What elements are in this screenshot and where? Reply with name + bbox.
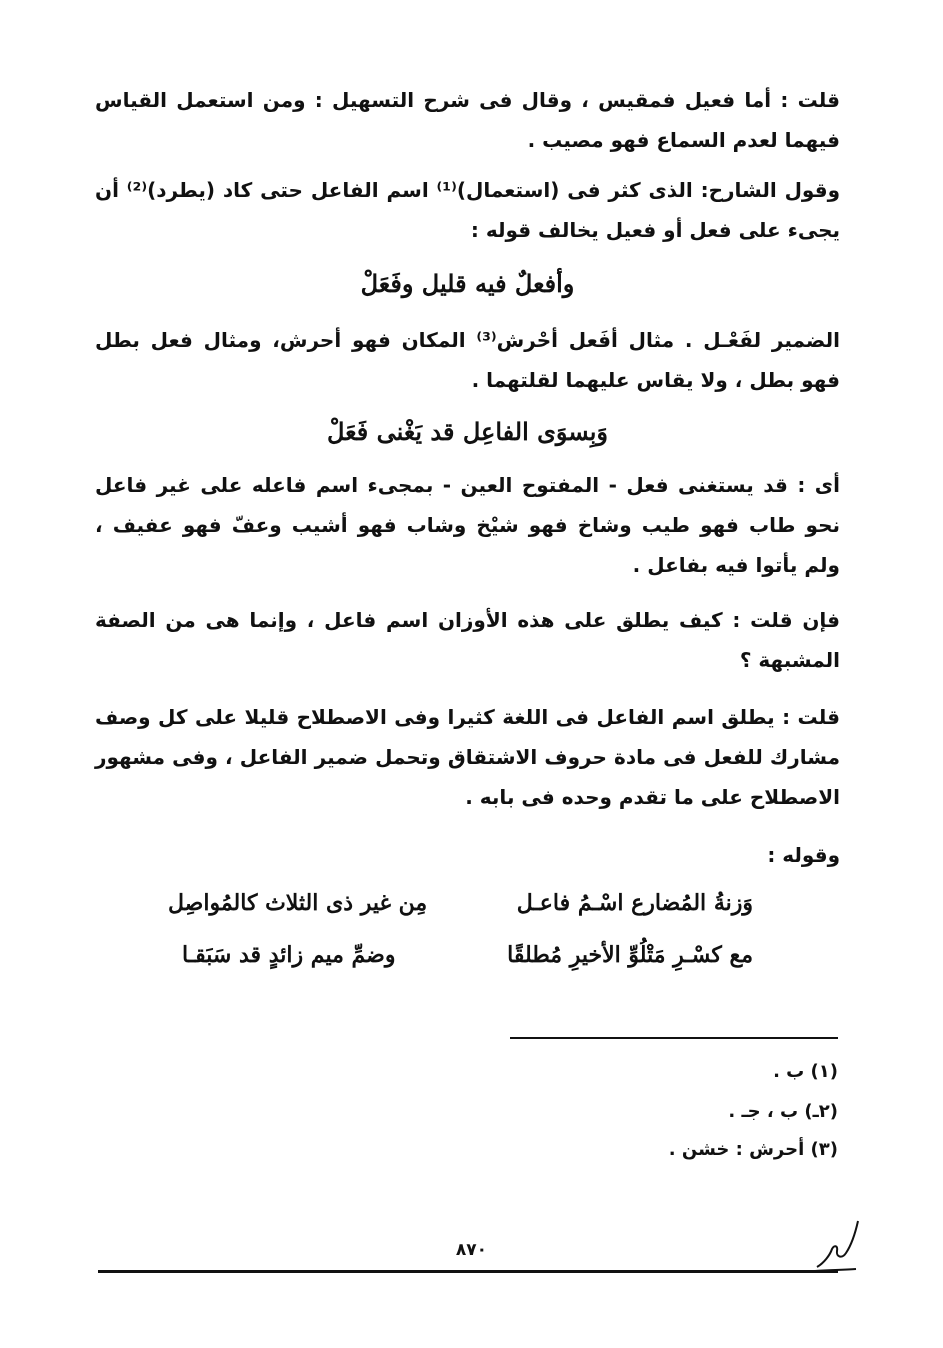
paragraph-5: فإن قلت : كيف يطلق على هذه الأوزان اسم فاعل ، وإنما هى من الصفة المشبهة ؟ [95, 608, 840, 672]
poem-hemistich-2-left: وضمِّ ميم زائدٍ قد سَبَقـا [182, 942, 396, 968]
poem-hemistich-1-left: مِن غير ذى الثلاث كالمُواصِل [168, 890, 428, 916]
bottom-rule [98, 1270, 838, 1273]
paragraph-7: وقوله : [767, 843, 840, 867]
poem-hemistich-1-right: وَزنةُ المُضارع اسْـمُ فاعـل [516, 890, 753, 916]
paragraph-4: أى : قد يستغنى فعل - المفتوح العين - بمجىء اسم فاعله على غير فاعل نحو طاب فهو طيب وشاخ فهو شيْخ وشاب فهو أشيب وعفّ فهو عفيف ، ولم يأتوا فيه بفاعل . [95, 473, 840, 577]
footnote-1: (١) ب . [773, 1061, 838, 1082]
page-number: ٨٧٠ [455, 1240, 488, 1260]
footnote-2: (٢ـ) ب ، جـ . [728, 1101, 838, 1122]
verse-line-2: وَبِسوَى الفاعِل قد يَغْنى فَعَلْ [326, 417, 608, 446]
verse-line-1: وأفعلٌ فيه قليل وفَعَلْ [360, 269, 575, 298]
paragraph-6: قلت : يطلق اسم الفاعل فى اللغة كثيرا وفى الاصطلاح قليلا على كل وصف مشارك للفعل فى مادة حروف الاشتقاق وتحمل ضمير الفاعل ، وفى مشهور الاصطلاح على ما تقدم وحده فى بابه . [95, 705, 840, 809]
paragraph-3: الضمير لفَعْـل . مثال أفَعل أحْرش⁽³⁾ المكان فهو أحرش، ومثال فعل بطل فهو بطل ، ولا يقاس عليهما لقلتهما . [95, 328, 840, 392]
paragraph-2: وقول الشارح: الذى كثر فى (استعمال)⁽¹⁾ اسم الفاعل حتى كاد (يطرد)⁽²⁾ أن يجىء على فعل أو فعيل يخالف قوله : [95, 178, 841, 242]
footnote-3: (٣) أحرش : خشن . [668, 1139, 838, 1160]
footnote-separator [510, 1037, 838, 1039]
poem-hemistich-2-right: مع كسْـرِ مَتْلُوِّ الأخيرِ مُطلقًا [507, 942, 753, 968]
paragraph-1: قلت : أما فعيل فمقيس ، وقال فى شرح التسهيل : ومن استعمل القياس فيهما لعدم السماع فهو مصيب . [95, 88, 840, 152]
signature-mark-icon [812, 1215, 862, 1275]
